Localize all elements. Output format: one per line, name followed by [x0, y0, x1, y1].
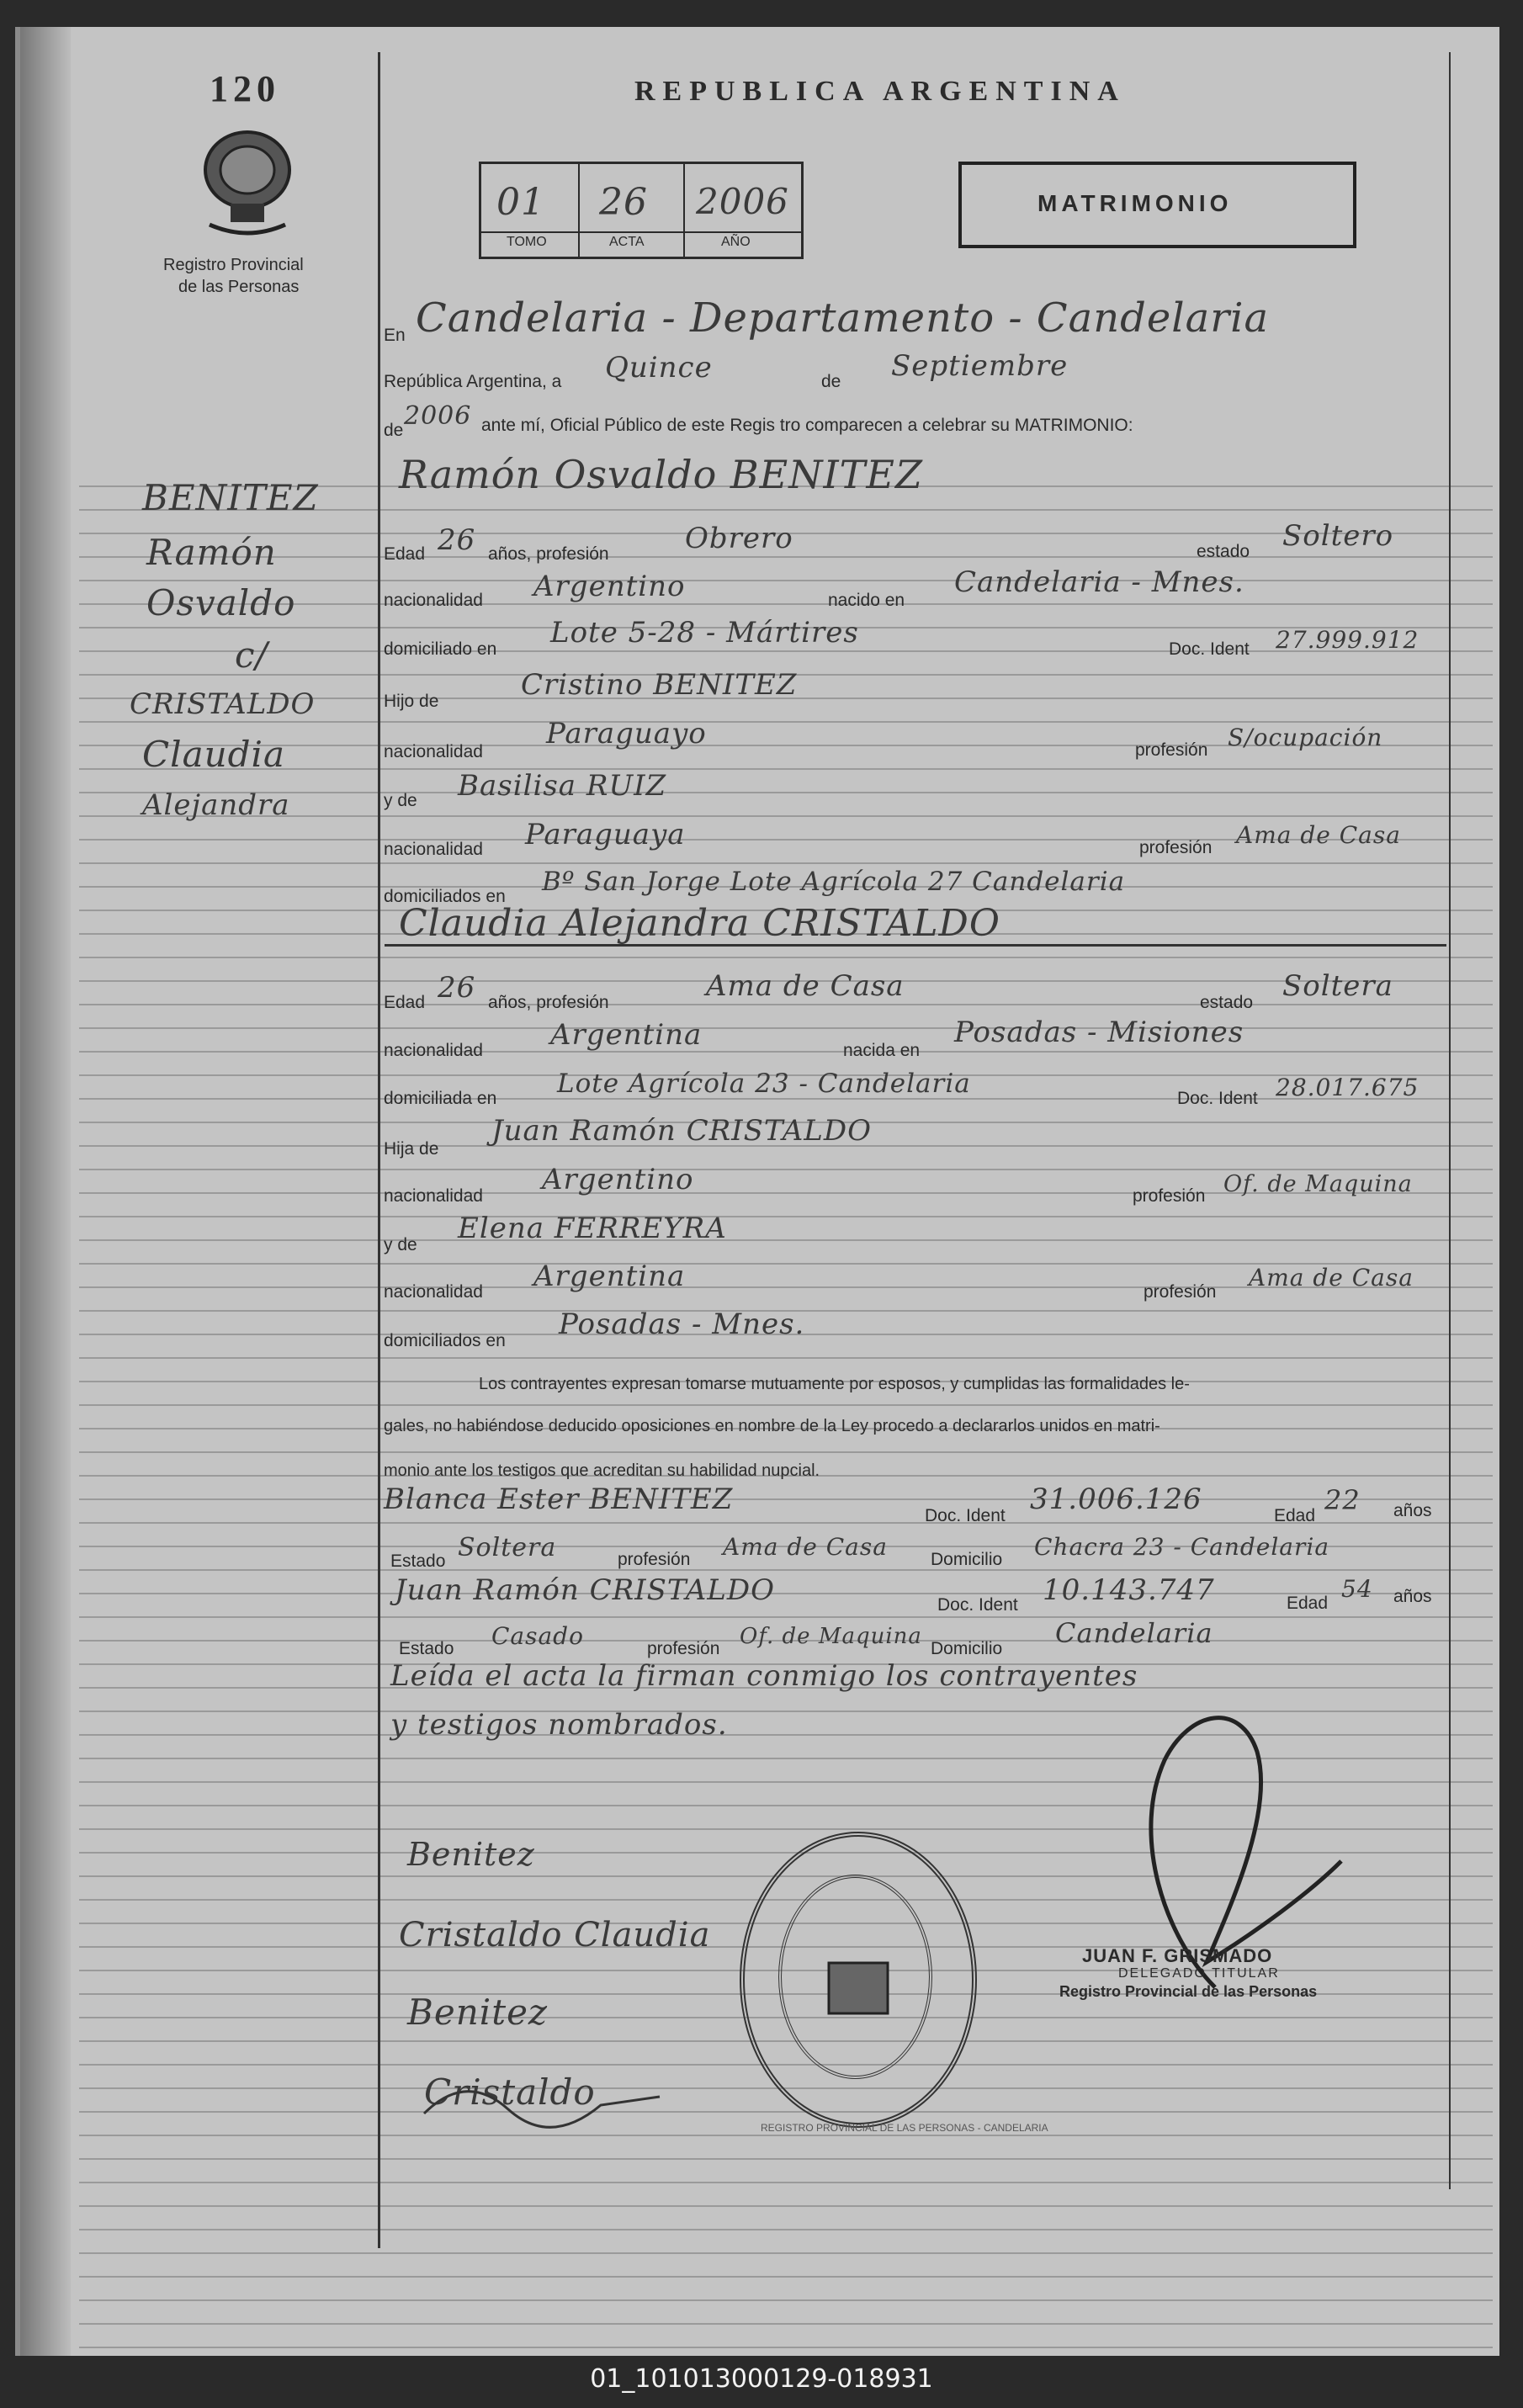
official-seal — [740, 1832, 977, 2128]
tomo-acta-ano-box — [479, 162, 804, 259]
ano-value: 2006 — [696, 181, 789, 222]
groom-birthplace: Candelaria - Mnes. — [954, 565, 1244, 599]
page-number: 120 — [210, 68, 280, 109]
tomo-label: TOMO — [507, 235, 547, 249]
month-value: Septiembre — [891, 349, 1069, 383]
groom-nac-label: nacionalidad — [384, 591, 483, 610]
bride-birthplace: Posadas - Misiones — [954, 1016, 1244, 1049]
act-type-box — [958, 162, 1356, 248]
official-name: JUAN F. GRISMADO — [1082, 1945, 1273, 1966]
bride-father-profession: Of. de Maquina — [1223, 1171, 1413, 1197]
bride-mother-profession: Ama de Casa — [1249, 1264, 1414, 1292]
margin-con: c/ — [235, 634, 268, 676]
bride-age: 26 — [438, 971, 476, 1005]
official-registry: Registro Provincial de las Personas — [1059, 1983, 1318, 2000]
bride-anos-label: años, profesión — [488, 993, 609, 1012]
year-prefix: de — [384, 421, 404, 440]
witness1-edad-label: Edad — [1274, 1506, 1316, 1525]
groom-mother-nationality: Paraguaya — [525, 818, 686, 851]
bride-dom-label: domiciliada en — [384, 1089, 497, 1108]
groom-parents-dom-label: domiciliados en — [384, 887, 506, 906]
month-de-label: de — [821, 372, 841, 391]
witness2-address: Candelaria — [1055, 1617, 1213, 1649]
bride-nac-label: nacionalidad — [384, 1041, 483, 1060]
margin-name4: Alejandra — [142, 788, 290, 822]
groom-mother: Basilisa RUIZ — [458, 769, 667, 803]
groom-mother-label: y de — [384, 791, 417, 810]
groom-anos-label: años, profesión — [488, 544, 609, 564]
bride-nacida-label: nacida en — [843, 1041, 921, 1060]
closing-line2: y testigos nombrados. — [390, 1708, 728, 1742]
bride-mother-label: y de — [384, 1235, 417, 1254]
bride-father-nationality: Argentino — [542, 1163, 694, 1196]
bride-nationality: Argentina — [550, 1018, 703, 1052]
witness2-edad-label: Edad — [1287, 1594, 1329, 1613]
groom-father-nationality: Paraguayo — [546, 717, 707, 751]
witness1-anos-label: años — [1393, 1501, 1432, 1520]
right-border — [1449, 52, 1451, 2189]
bride-edad-label: Edad — [384, 993, 426, 1012]
groom-father-nac-label: nacionalidad — [384, 742, 483, 761]
witness2-doc: 10.143.747 — [1043, 1573, 1215, 1607]
witness1-name: Blanca Ester BENITEZ — [384, 1482, 734, 1516]
bride-estado-label: estado — [1200, 993, 1254, 1012]
registry-line2: de las Personas — [178, 278, 300, 296]
groom-mother-profession: Ama de Casa — [1236, 821, 1401, 849]
bride-mother-nationality: Argentina — [533, 1260, 686, 1293]
groom-status: Soltero — [1282, 519, 1394, 553]
bride-address: Lote Agrícola 23 - Candelaria — [557, 1069, 971, 1099]
witness1-status: Soltera — [458, 1533, 557, 1562]
groom-father-prof-label: profesión — [1135, 740, 1208, 760]
day-value: Quince — [605, 351, 713, 385]
register-page — [15, 27, 1499, 2356]
witness1-estado-label: Estado — [390, 1551, 446, 1571]
margin-name3: Claudia — [142, 734, 286, 775]
groom-estado-label: estado — [1197, 542, 1250, 561]
coat-of-arms-icon — [193, 124, 302, 241]
groom-edad-label: Edad — [384, 544, 426, 564]
witness1-age: 22 — [1324, 1484, 1361, 1516]
witness1-doc: 31.006.126 — [1030, 1482, 1202, 1516]
bride-status: Soltera — [1282, 969, 1393, 1003]
bride-doc: 28.017.675 — [1276, 1074, 1420, 1101]
statement: ante mí, Oficial Público de este Regis tro comparecen a celebrar su MATRIMONIO: — [481, 416, 1133, 435]
witness2-estado-label: Estado — [399, 1639, 454, 1658]
margin-divider — [378, 52, 380, 2248]
witness1-profession: Ama de Casa — [723, 1533, 888, 1561]
acta-label: ACTA — [609, 235, 645, 249]
bride-parents-dom-label: domiciliados en — [384, 1331, 506, 1350]
witness2-name: Juan Ramón CRISTALDO — [395, 1573, 775, 1607]
acta-value: 26 — [599, 181, 648, 224]
witness2-profession: Of. de Maquina — [740, 1624, 922, 1649]
bride-profession: Ama de Casa — [706, 969, 905, 1003]
year-value: 2006 — [404, 401, 472, 431]
witness2-anos-label: años — [1393, 1587, 1432, 1606]
groom-age: 26 — [438, 523, 476, 557]
bride-doc-label: Doc. Ident — [1177, 1089, 1258, 1108]
registry-line1: Registro Provincial — [163, 256, 304, 274]
bride-mother-nac-label: nacionalidad — [384, 1282, 483, 1302]
bride-father-nac-label: nacionalidad — [384, 1186, 483, 1206]
groom-father: Cristino BENITEZ — [521, 668, 798, 702]
bride-mother: Elena FERREYRA — [458, 1212, 727, 1245]
ano-label: AÑO — [721, 235, 751, 249]
groom-profession: Obrero — [685, 522, 793, 555]
groom-nacido-label: nacido en — [828, 591, 905, 610]
file-name: 01_101013000129-018931 — [590, 2364, 933, 2394]
signature-4: Cristaldo — [424, 2071, 596, 2113]
act-type: MATRIMONIO — [1037, 190, 1233, 216]
tomo-value: 01 — [496, 181, 545, 224]
groom-address: Lote 5-28 - Mártires — [550, 616, 859, 650]
place-value: Candelaria - Departamento - Candelaria — [416, 294, 1270, 342]
bride-father: Juan Ramón CRISTALDO — [491, 1114, 872, 1148]
signature-flourish — [416, 2063, 668, 2130]
groom-nationality: Argentino — [533, 570, 686, 603]
witness2-dom-label: Domicilio — [931, 1639, 1003, 1658]
witness1-doc-label: Doc. Ident — [925, 1506, 1006, 1525]
witness1-address: Chacra 23 - Candelaria — [1034, 1533, 1330, 1561]
signature-1: Benitez — [407, 1836, 535, 1873]
groom-name: Ramón Osvaldo BENITEZ — [399, 452, 923, 497]
groom-doc: 27.999.912 — [1276, 626, 1420, 654]
closing-line1: Leída el acta la firman conmigo los contrayentes — [390, 1659, 1138, 1693]
groom-mother-nac-label: nacionalidad — [384, 840, 483, 859]
margin-name1: Ramón — [146, 532, 277, 573]
country-title: REPUBLICA ARGENTINA — [634, 76, 1126, 107]
witness2-status: Casado — [491, 1622, 584, 1650]
signature-2: Cristaldo Claudia — [399, 1916, 711, 1955]
seal-crest-icon — [820, 1955, 896, 2022]
bride-parents-address: Posadas - Mnes. — [559, 1307, 805, 1341]
witness2-age: 54 — [1341, 1575, 1373, 1603]
republic-label: República Argentina, a — [384, 372, 562, 391]
bride-name: Claudia Alejandra CRISTALDO — [399, 902, 1000, 945]
en-label: En — [384, 326, 406, 345]
groom-parents-address: Bº San Jorge Lote Agrícola 27 Candelaria — [542, 867, 1126, 897]
witness1-prof-label: profesión — [618, 1550, 691, 1569]
seal-text: REGISTRO PROVINCIAL DE LAS PERSONAS - CANDELARIA — [761, 2122, 1048, 2134]
margin-surname: BENITEZ — [142, 477, 319, 518]
groom-doc-label: Doc. Ident — [1169, 639, 1250, 659]
signature-3: Benitez — [407, 1992, 549, 2033]
witness2-doc-label: Doc. Ident — [937, 1595, 1018, 1615]
groom-mother-prof-label: profesión — [1139, 838, 1213, 857]
margin-name2: Osvaldo — [146, 582, 296, 623]
groom-father-profession: S/ocupación — [1228, 724, 1383, 751]
declaration-line3: monio ante los testigos que acreditan su habilidad nupcial. — [384, 1461, 820, 1480]
groom-father-label: Hijo de — [384, 692, 439, 711]
groom-dom-label: domiciliado en — [384, 639, 497, 659]
declaration-line2: gales, no habiéndose deducido oposiciones en nombre de la Ley procedo a declararlos unidos en matri- — [384, 1417, 1160, 1435]
bride-father-prof-label: profesión — [1133, 1186, 1206, 1206]
witness2-prof-label: profesión — [647, 1639, 720, 1658]
bride-mother-prof-label: profesión — [1144, 1282, 1217, 1302]
bride-father-label: Hija de — [384, 1139, 439, 1159]
margin-surname2: CRISTALDO — [130, 687, 316, 721]
witness1-dom-label: Domicilio — [931, 1550, 1003, 1569]
official-title: DELEGADO TITULAR — [1118, 1966, 1280, 1981]
declaration-line1: Los contrayentes expresan tomarse mutuamente por esposos, y cumplidas las formalidades le- — [479, 1375, 1190, 1393]
page-binding — [20, 27, 71, 2356]
